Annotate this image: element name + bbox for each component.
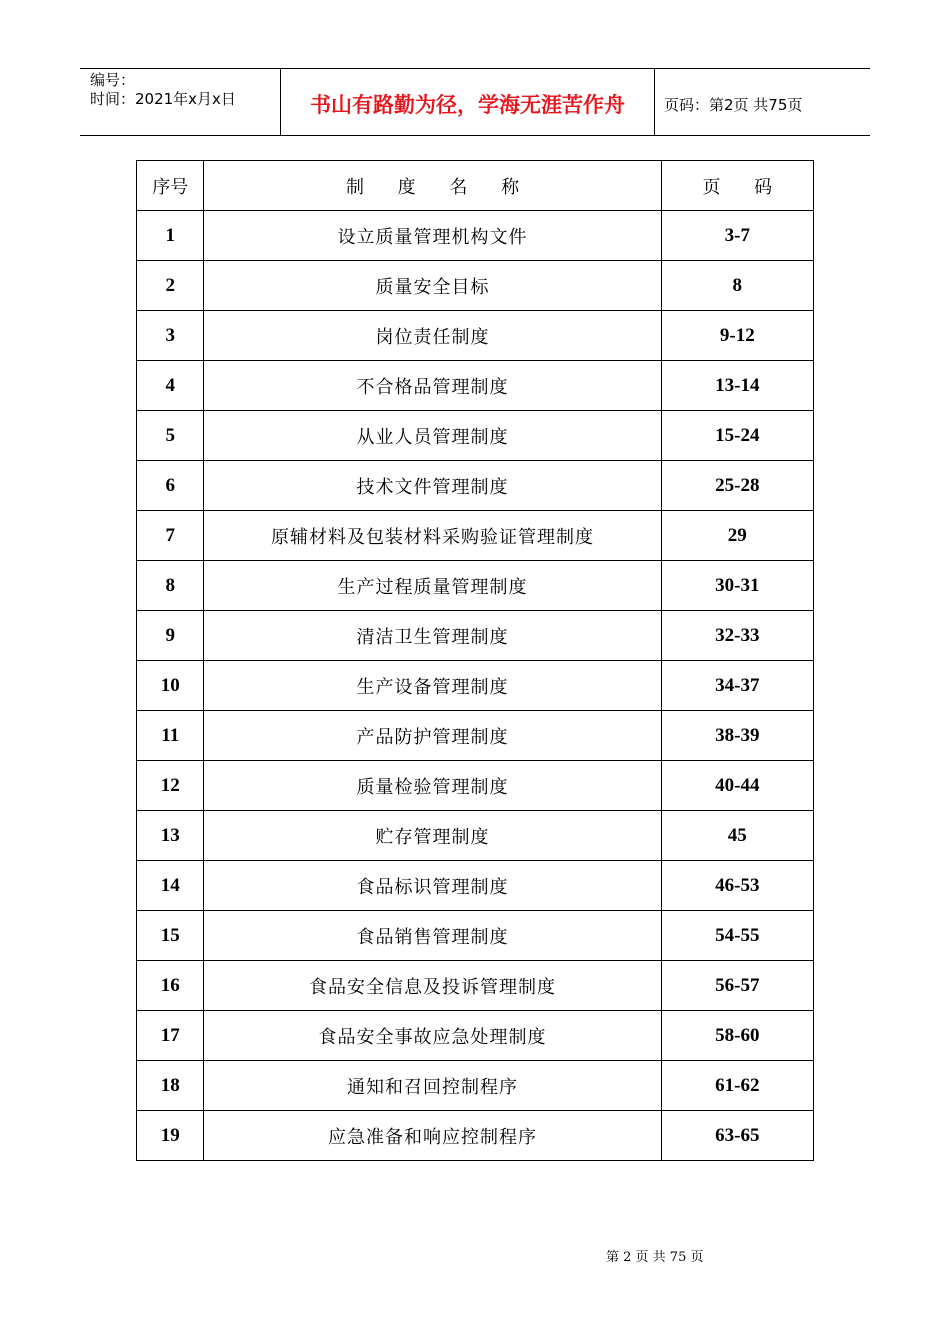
regulation-name: 质量安全目标 bbox=[204, 261, 661, 311]
page-range: 61-62 bbox=[661, 1061, 813, 1111]
toc-table bbox=[136, 160, 814, 1161]
row-number: 6 bbox=[137, 461, 204, 511]
page-range: 40-44 bbox=[661, 761, 813, 811]
header-page-info: 页码：第2页 共75页 bbox=[664, 95, 803, 114]
page-range: 25-28 bbox=[661, 461, 813, 511]
page-range: 54-55 bbox=[661, 911, 813, 961]
row-number: 19 bbox=[137, 1111, 204, 1161]
table-row bbox=[137, 361, 814, 411]
row-number: 16 bbox=[137, 961, 204, 1011]
table-row bbox=[137, 261, 814, 311]
regulation-name: 岗位责任制度 bbox=[204, 311, 661, 361]
regulation-name: 食品安全事故应急处理制度 bbox=[204, 1011, 661, 1061]
page-range: 15-24 bbox=[661, 411, 813, 461]
row-number: 12 bbox=[137, 761, 204, 811]
regulation-name: 通知和召回控制程序 bbox=[204, 1061, 661, 1111]
regulation-name: 质量检验管理制度 bbox=[204, 761, 661, 811]
regulation-name: 应急准备和响应控制程序 bbox=[204, 1111, 661, 1161]
page-range: 38-39 bbox=[661, 711, 813, 761]
regulation-name: 生产设备管理制度 bbox=[204, 661, 661, 711]
table-row bbox=[137, 511, 814, 561]
table-row bbox=[137, 561, 814, 611]
table-row bbox=[137, 711, 814, 761]
page-range: 3-7 bbox=[661, 211, 813, 261]
row-number: 11 bbox=[137, 711, 204, 761]
table-row bbox=[137, 311, 814, 361]
row-number: 4 bbox=[137, 361, 204, 411]
table-row bbox=[137, 211, 814, 261]
header-no: 序号 bbox=[137, 161, 204, 211]
row-number: 13 bbox=[137, 811, 204, 861]
page-range: 63-65 bbox=[661, 1111, 813, 1161]
serial-label: 编号： bbox=[90, 71, 136, 89]
time-label: 时间：2021年x月x日 bbox=[90, 90, 236, 108]
regulation-name: 从业人员管理制度 bbox=[204, 411, 661, 461]
page-range: 34-37 bbox=[661, 661, 813, 711]
row-number: 7 bbox=[137, 511, 204, 561]
table-row bbox=[137, 611, 814, 661]
table-row bbox=[137, 1011, 814, 1061]
row-number: 18 bbox=[137, 1061, 204, 1111]
page-range: 30-31 bbox=[661, 561, 813, 611]
table-row bbox=[137, 1111, 814, 1161]
regulation-name: 食品销售管理制度 bbox=[204, 911, 661, 961]
table-row bbox=[137, 961, 814, 1011]
regulation-name: 不合格品管理制度 bbox=[204, 361, 661, 411]
table-row bbox=[137, 761, 814, 811]
regulation-name: 技术文件管理制度 bbox=[204, 461, 661, 511]
page-range: 9-12 bbox=[661, 311, 813, 361]
table-row bbox=[137, 861, 814, 911]
toc-body bbox=[137, 211, 814, 1161]
row-number: 8 bbox=[137, 561, 204, 611]
table-row bbox=[137, 411, 814, 461]
page-range: 13-14 bbox=[661, 361, 813, 411]
row-number: 17 bbox=[137, 1011, 204, 1061]
header-name: 制 度 名 称 bbox=[204, 161, 661, 211]
table-row bbox=[137, 811, 814, 861]
page-range: 58-60 bbox=[661, 1011, 813, 1061]
page-range: 45 bbox=[661, 811, 813, 861]
page-range: 8 bbox=[661, 261, 813, 311]
row-number: 14 bbox=[137, 861, 204, 911]
regulation-name: 清洁卫生管理制度 bbox=[204, 611, 661, 661]
header-meta bbox=[80, 69, 281, 135]
page-header bbox=[80, 68, 870, 136]
page-range: 32-33 bbox=[661, 611, 813, 661]
page-range: 46-53 bbox=[661, 861, 813, 911]
table-row bbox=[137, 661, 814, 711]
regulation-name: 食品安全信息及投诉管理制度 bbox=[204, 961, 661, 1011]
regulation-name: 贮存管理制度 bbox=[204, 811, 661, 861]
row-number: 2 bbox=[137, 261, 204, 311]
table-row bbox=[137, 1061, 814, 1111]
row-number: 5 bbox=[137, 411, 204, 461]
row-number: 9 bbox=[137, 611, 204, 661]
row-number: 1 bbox=[137, 211, 204, 261]
regulation-name: 设立质量管理机构文件 bbox=[204, 211, 661, 261]
regulation-name: 原辅材料及包装材料采购验证管理制度 bbox=[204, 511, 661, 561]
regulation-name: 食品标识管理制度 bbox=[204, 861, 661, 911]
table-row bbox=[137, 911, 814, 961]
page-range: 29 bbox=[661, 511, 813, 561]
page-range: 56-57 bbox=[661, 961, 813, 1011]
header-page: 页 码 bbox=[661, 161, 813, 211]
toc-header-row bbox=[137, 161, 814, 211]
row-number: 3 bbox=[137, 311, 204, 361]
regulation-name: 产品防护管理制度 bbox=[204, 711, 661, 761]
header-motto: 书山有路勤为径，学海无涯苦作舟 bbox=[281, 69, 655, 135]
table-row bbox=[137, 461, 814, 511]
row-number: 10 bbox=[137, 661, 204, 711]
row-number: 15 bbox=[137, 911, 204, 961]
regulation-name: 生产过程质量管理制度 bbox=[204, 561, 661, 611]
footer-page-number: 第 2 页 共 75 页 bbox=[606, 1250, 704, 1265]
